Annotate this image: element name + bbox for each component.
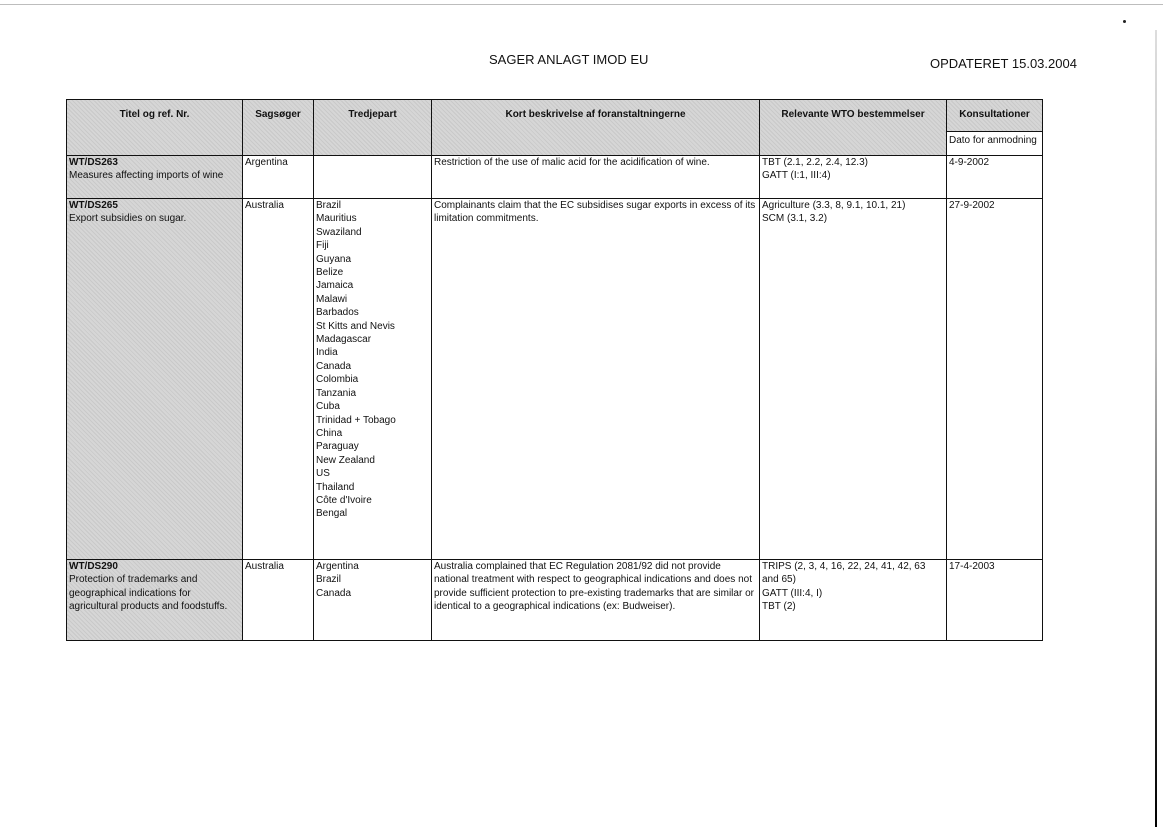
col-header-title-ref: Titel og ref. Nr. bbox=[67, 100, 243, 156]
third-party-country: Colombia bbox=[316, 374, 359, 386]
cell-complainant bbox=[243, 199, 314, 560]
third-party-country: St Kitts and Nevis bbox=[316, 320, 395, 332]
col-header-description: Kort beskrivelse af foranstaltningerne bbox=[432, 100, 760, 156]
wto-provision: TBT (2) bbox=[762, 601, 796, 613]
wto-provision: TBT (2.1, 2.2, 2.4, 12.3) bbox=[762, 157, 868, 168]
third-party-country: Thailand bbox=[316, 481, 355, 493]
cell-request-date bbox=[947, 560, 1043, 641]
cell-third-parties bbox=[314, 199, 432, 560]
cell-title bbox=[67, 560, 243, 641]
third-party-country: Jamaica bbox=[316, 280, 354, 292]
cell-description bbox=[432, 560, 760, 641]
case-description: Restriction of the use of malic acid for the acidification of wine. bbox=[434, 157, 710, 168]
third-party-country: New Zealand bbox=[316, 454, 375, 466]
third-party-country: Madagascar bbox=[316, 334, 372, 346]
request-date: 27-9-2002 bbox=[949, 200, 995, 211]
col-header-complainant: Sagsøger bbox=[243, 100, 314, 156]
complainant-name: Australia bbox=[245, 200, 284, 211]
cell-description bbox=[432, 156, 760, 199]
wto-provision: GATT (III:4, I) bbox=[762, 587, 823, 599]
third-party-country: Fiji bbox=[316, 240, 329, 252]
third-party-country: US bbox=[316, 468, 330, 480]
third-party-country: Argentina bbox=[316, 561, 359, 572]
wto-provision: GATT (I:1, III:4) bbox=[762, 170, 831, 182]
page-title: SAGER ANLAGT IMOD EU bbox=[489, 52, 649, 67]
third-party-country: Côte d'Ivoire bbox=[316, 494, 372, 506]
table-row bbox=[67, 156, 1043, 199]
third-party-country: India bbox=[316, 347, 338, 359]
cell-complainant bbox=[243, 156, 314, 199]
request-date: 17-4-2003 bbox=[949, 561, 995, 572]
third-party-country: Canada bbox=[316, 360, 352, 372]
case-title: Protection of trademarks and geographical indications for agricultural products and foodstuffs. bbox=[69, 574, 228, 613]
third-party-country: Swaziland bbox=[316, 226, 362, 238]
third-party-country: Canada bbox=[316, 587, 352, 599]
third-party-country: Barbados bbox=[316, 307, 359, 319]
col-header-request-date: Dato for anmodning bbox=[947, 132, 1043, 156]
third-party-country: Cuba bbox=[316, 401, 340, 413]
third-party-country: Tanzania bbox=[316, 387, 357, 399]
cell-title bbox=[67, 199, 243, 560]
scan-artifact-edge bbox=[1155, 30, 1157, 827]
third-party-country: Bengal bbox=[316, 508, 348, 520]
wto-provision: SCM (3.1, 3.2) bbox=[762, 213, 828, 225]
updated-date: OPDATERET 15.03.2004 bbox=[930, 56, 1077, 71]
col-header-wto-provisions: Relevante WTO bestemmelser bbox=[760, 100, 947, 156]
cell-wto-provisions bbox=[760, 560, 947, 641]
cell-request-date bbox=[947, 199, 1043, 560]
third-party-country: Belize bbox=[316, 267, 344, 279]
col-header-consultations: Konsultationer bbox=[947, 100, 1043, 132]
case-description: Australia complained that EC Regulation 2081/92 did not provide national treatment with respect to geographical indications and does not provide sufficient protection to pre-existing trademarks that are similar or identical to a geographical indications (ex: Budweiser). bbox=[434, 561, 754, 613]
case-title: Measures affecting imports of wine bbox=[69, 170, 224, 182]
third-party-country: Brazil bbox=[316, 574, 342, 586]
case-title: Export subsidies on sugar. bbox=[69, 213, 187, 225]
wto-provision: Agriculture (3.3, 8, 9.1, 10.1, 21) bbox=[762, 200, 906, 211]
request-date: 4-9-2002 bbox=[949, 157, 990, 168]
cell-request-date bbox=[947, 156, 1043, 199]
third-party-country: China bbox=[316, 427, 343, 439]
case-ref: WT/DS265 bbox=[69, 200, 118, 211]
cases-table bbox=[66, 99, 1043, 641]
cell-third-parties bbox=[314, 156, 432, 199]
third-party-country: Guyana bbox=[316, 253, 352, 265]
col-header-third-party: Tredjepart bbox=[314, 100, 432, 156]
cell-wto-provisions bbox=[760, 199, 947, 560]
case-ref: WT/DS263 bbox=[69, 157, 118, 168]
scan-speck bbox=[1123, 20, 1126, 23]
case-ref: WT/DS290 bbox=[69, 561, 118, 572]
third-party-country: Trinidad + Tobago bbox=[316, 414, 396, 426]
wto-provision: TRIPS (2, 3, 4, 16, 22, 24, 41, 42, 63 and 65) bbox=[762, 561, 926, 586]
complainant-name: Argentina bbox=[245, 157, 288, 168]
cell-complainant bbox=[243, 560, 314, 641]
cell-title bbox=[67, 156, 243, 199]
third-party-country: Brazil bbox=[316, 200, 342, 211]
table-body bbox=[67, 156, 1043, 641]
cell-description bbox=[432, 199, 760, 560]
table-row bbox=[67, 199, 1043, 560]
complainant-name: Australia bbox=[245, 561, 284, 572]
table-row bbox=[67, 560, 1043, 641]
third-party-country: Malawi bbox=[316, 293, 348, 305]
scan-artifact-line bbox=[0, 4, 1163, 5]
cell-wto-provisions bbox=[760, 156, 947, 199]
third-party-country: Paraguay bbox=[316, 441, 359, 453]
cell-third-parties bbox=[314, 560, 432, 641]
third-party-country: Mauritius bbox=[316, 213, 357, 225]
case-description: Complainants claim that the EC subsidises sugar exports in excess of its limitation commitments. bbox=[434, 200, 756, 225]
